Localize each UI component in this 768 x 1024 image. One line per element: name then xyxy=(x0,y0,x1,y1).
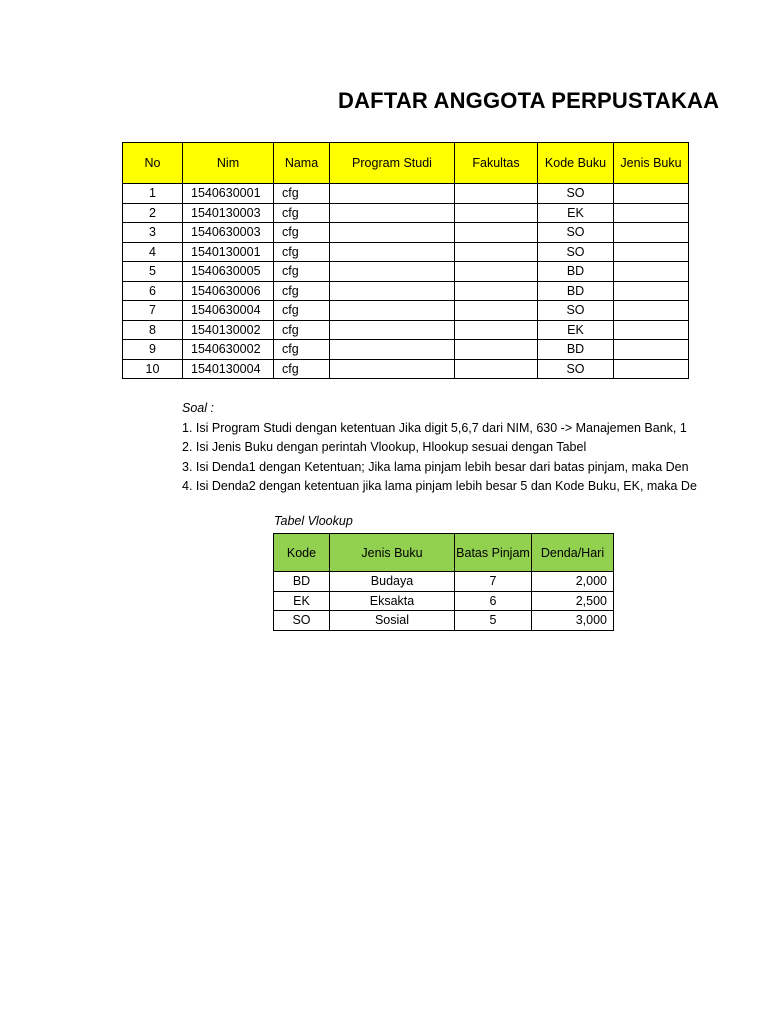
table-row xyxy=(123,320,689,340)
soal-item[interactable]: 4. Isi Denda2 dengan ketentuan jika lama pinjam lebih besar 5 dan Kode Buku, EK, maka De xyxy=(182,479,697,493)
cell-no[interactable]: 1 xyxy=(123,184,183,204)
cell-no[interactable]: 6 xyxy=(123,281,183,301)
table-row xyxy=(123,340,689,360)
cell-nim[interactable]: 1540630001 xyxy=(183,184,274,204)
cell-no[interactable]: 9 xyxy=(123,340,183,360)
cell-nama[interactable]: cfg xyxy=(274,281,330,301)
vcell-batas-pinjam[interactable]: 6 xyxy=(455,591,532,611)
cell-nim[interactable]: 1540630005 xyxy=(183,262,274,282)
cell-program-studi[interactable] xyxy=(330,301,455,321)
table-row xyxy=(274,572,614,592)
header-kode-buku[interactable]: Kode Buku xyxy=(538,143,614,184)
cell-no[interactable]: 3 xyxy=(123,223,183,243)
cell-jenis-buku[interactable] xyxy=(614,242,689,262)
cell-fakultas[interactable] xyxy=(455,301,538,321)
cell-nim[interactable]: 1540130001 xyxy=(183,242,274,262)
table-row xyxy=(123,203,689,223)
header-no[interactable]: No xyxy=(123,143,183,184)
soal-section xyxy=(182,399,768,497)
cell-kode-buku[interactable]: SO xyxy=(538,242,614,262)
cell-program-studi[interactable] xyxy=(330,359,455,379)
cell-no[interactable]: 2 xyxy=(123,203,183,223)
table-row xyxy=(123,223,689,243)
cell-kode-buku[interactable]: BD xyxy=(538,281,614,301)
cell-program-studi[interactable] xyxy=(330,203,455,223)
cell-fakultas[interactable] xyxy=(455,203,538,223)
cell-kode-buku[interactable]: SO xyxy=(538,359,614,379)
cell-nim[interactable]: 1540630006 xyxy=(183,281,274,301)
cell-nim[interactable]: 1540130004 xyxy=(183,359,274,379)
cell-program-studi[interactable] xyxy=(330,184,455,204)
cell-jenis-buku[interactable] xyxy=(614,223,689,243)
members-table xyxy=(122,142,689,379)
cell-nama[interactable]: cfg xyxy=(274,262,330,282)
cell-no[interactable]: 7 xyxy=(123,301,183,321)
members-table-container xyxy=(122,142,768,379)
cell-nim[interactable]: 1540630003 xyxy=(183,223,274,243)
soal-item[interactable]: 2. Isi Jenis Buku dengan perintah Vlookup, Hlookup sesuai dengan Tabel xyxy=(182,440,587,454)
cell-no[interactable]: 5 xyxy=(123,262,183,282)
cell-nama[interactable]: cfg xyxy=(274,320,330,340)
cell-jenis-buku[interactable] xyxy=(614,203,689,223)
header-fakultas[interactable]: Fakultas xyxy=(455,143,538,184)
vcell-batas-pinjam[interactable]: 5 xyxy=(455,611,532,631)
sheet-title: DAFTAR ANGGOTA PERPUSTAKAA xyxy=(338,88,720,113)
vheader-kode[interactable]: Kode xyxy=(274,534,330,572)
table-row xyxy=(274,591,614,611)
cell-kode-buku[interactable]: BD xyxy=(538,262,614,282)
cell-nama[interactable]: cfg xyxy=(274,223,330,243)
cell-nama[interactable]: cfg xyxy=(274,301,330,321)
cell-program-studi[interactable] xyxy=(330,242,455,262)
soal-item[interactable]: 3. Isi Denda1 dengan Ketentuan; Jika lama pinjam lebih besar dari batas pinjam, maka Den xyxy=(182,459,689,474)
cell-fakultas[interactable] xyxy=(455,223,538,243)
cell-nim[interactable]: 1540130003 xyxy=(183,203,274,223)
vheader-jenis-buku[interactable]: Jenis Buku xyxy=(330,534,455,572)
cell-fakultas[interactable] xyxy=(455,242,538,262)
cell-kode-buku[interactable]: SO xyxy=(538,184,614,204)
cell-jenis-buku[interactable] xyxy=(614,184,689,204)
vlookup-header-row xyxy=(274,534,614,572)
vlookup-table xyxy=(273,533,614,631)
vcell-kode[interactable]: BD xyxy=(274,572,330,592)
table-row xyxy=(123,184,689,204)
table-row xyxy=(123,301,689,321)
cell-kode-buku[interactable]: EK xyxy=(538,320,614,340)
cell-program-studi[interactable] xyxy=(330,340,455,360)
cell-fakultas[interactable] xyxy=(455,340,538,360)
cell-nim[interactable]: 1540130002 xyxy=(183,320,274,340)
cell-fakultas[interactable] xyxy=(455,262,538,282)
vcell-kode[interactable]: SO xyxy=(274,611,330,631)
cell-nim[interactable]: 1540630002 xyxy=(183,340,274,360)
cell-jenis-buku[interactable] xyxy=(614,301,689,321)
header-program-studi[interactable]: Program Studi xyxy=(330,143,455,184)
cell-jenis-buku[interactable] xyxy=(614,359,689,379)
members-header-row xyxy=(123,143,689,184)
cell-nama[interactable]: cfg xyxy=(274,203,330,223)
vcell-jenis-buku[interactable]: Budaya xyxy=(330,572,455,592)
vlookup-caption: Tabel Vlookup xyxy=(274,514,353,528)
cell-fakultas[interactable] xyxy=(455,184,538,204)
cell-nama[interactable]: cfg xyxy=(274,340,330,360)
vcell-kode[interactable]: EK xyxy=(274,591,330,611)
table-row xyxy=(274,611,614,631)
cell-nama[interactable]: cfg xyxy=(274,242,330,262)
vcell-jenis-buku[interactable]: Eksakta xyxy=(330,591,455,611)
cell-nama[interactable]: cfg xyxy=(274,184,330,204)
cell-no[interactable]: 8 xyxy=(123,320,183,340)
cell-jenis-buku[interactable] xyxy=(614,320,689,340)
cell-fakultas[interactable] xyxy=(455,281,538,301)
cell-nama[interactable]: cfg xyxy=(274,359,330,379)
cell-no[interactable]: 10 xyxy=(123,359,183,379)
cell-jenis-buku[interactable] xyxy=(614,262,689,282)
vcell-denda-hari[interactable]: 2,000 xyxy=(532,572,614,592)
cell-nim[interactable]: 1540630004 xyxy=(183,301,274,321)
vcell-batas-pinjam[interactable]: 7 xyxy=(455,572,532,592)
cell-jenis-buku[interactable] xyxy=(614,281,689,301)
table-row xyxy=(123,281,689,301)
vcell-denda-hari[interactable]: 2,500 xyxy=(532,591,614,611)
cell-fakultas[interactable] xyxy=(455,320,538,340)
cell-program-studi[interactable] xyxy=(330,223,455,243)
cell-program-studi[interactable] xyxy=(330,281,455,301)
cell-program-studi[interactable] xyxy=(330,262,455,282)
cell-kode-buku[interactable]: SO xyxy=(538,223,614,243)
cell-program-studi[interactable] xyxy=(330,320,455,340)
soal-label: Soal : xyxy=(182,401,214,415)
soal-item[interactable]: 1. Isi Program Studi dengan ketentuan Jika digit 5,6,7 dari NIM, 630 -> Manajemen Bank, 1 xyxy=(182,420,687,435)
table-row xyxy=(123,242,689,262)
cell-fakultas[interactable] xyxy=(455,359,538,379)
header-nama[interactable]: Nama xyxy=(274,143,330,184)
cell-kode-buku[interactable]: BD xyxy=(538,340,614,360)
cell-jenis-buku[interactable] xyxy=(614,340,689,360)
cell-kode-buku[interactable]: SO xyxy=(538,301,614,321)
vheader-batas-pinjam[interactable]: Batas Pinjam xyxy=(455,534,532,572)
table-row xyxy=(123,359,689,379)
vcell-denda-hari[interactable]: 3,000 xyxy=(532,611,614,631)
header-nim[interactable]: Nim xyxy=(183,143,274,184)
cell-kode-buku[interactable]: EK xyxy=(538,203,614,223)
vcell-jenis-buku[interactable]: Sosial xyxy=(330,611,455,631)
cell-no[interactable]: 4 xyxy=(123,242,183,262)
header-jenis-buku[interactable]: Jenis Buku xyxy=(614,143,689,184)
table-row xyxy=(123,262,689,282)
vheader-denda-hari[interactable]: Denda/Hari xyxy=(532,534,614,572)
